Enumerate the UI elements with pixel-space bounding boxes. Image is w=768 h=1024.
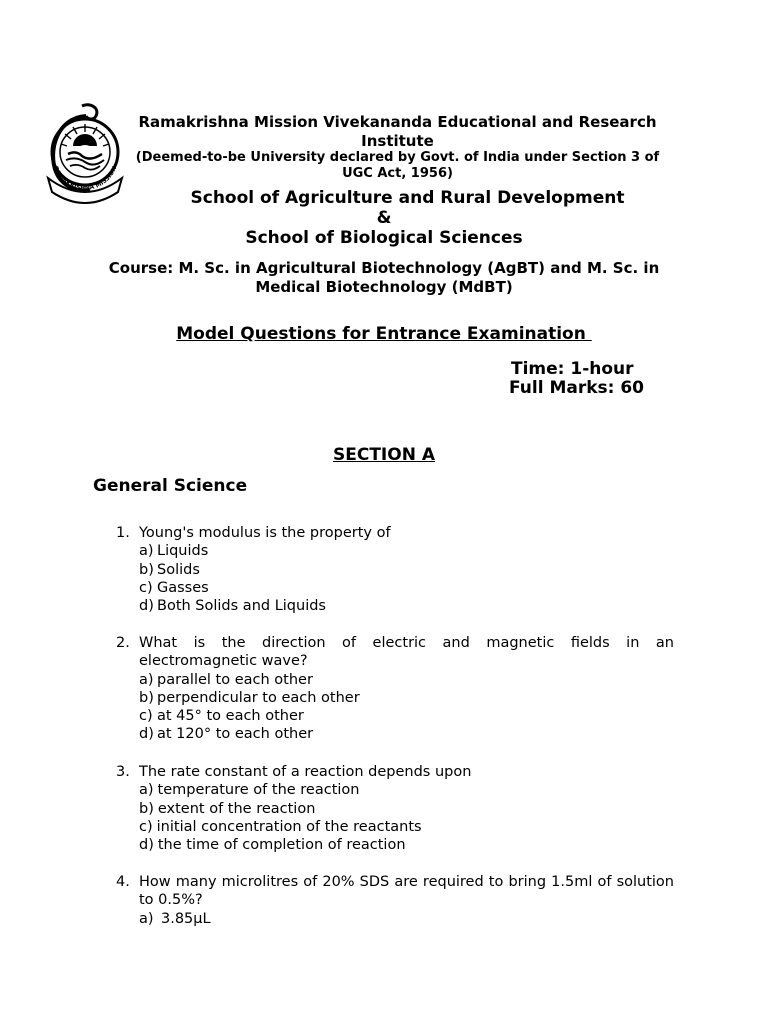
option-text: the time of completion of reaction <box>157 837 406 854</box>
school-ampersand: & <box>376 208 392 228</box>
section-heading <box>0 444 768 466</box>
option-label: a) <box>139 671 154 688</box>
option-a <box>139 910 674 928</box>
question-text: What is the direction of electric and magnetic fields in an electromagnetic wave? <box>139 635 674 670</box>
option-text: initial concentration of the reactants <box>156 818 422 835</box>
option-label: d) <box>139 837 154 854</box>
exam-full-marks: Full Marks: 60 <box>509 378 645 398</box>
option-label: c) <box>139 818 153 835</box>
option-a <box>139 781 674 799</box>
option-c <box>139 707 674 725</box>
question-number: 4. <box>116 874 130 890</box>
option-text: at 120° to each other <box>157 726 314 743</box>
option-b <box>139 561 674 579</box>
option-text: 3.85μL <box>161 910 211 927</box>
option-text: at 45° to each other <box>157 708 304 725</box>
option-label: b) <box>139 800 154 817</box>
question-2 <box>116 634 674 744</box>
question-number: 3. <box>116 764 130 780</box>
option-d <box>139 725 674 743</box>
option-text: Liquids <box>157 543 209 560</box>
option-label: b) <box>139 689 154 706</box>
option-text: Both Solids and Liquids <box>157 598 326 615</box>
option-text: temperature of the reaction <box>157 782 360 799</box>
exam-time: Time: 1-hour <box>511 359 634 379</box>
question-text: Young's modulus is the property of <box>139 525 391 541</box>
option-label: d) <box>139 726 154 743</box>
question-number: 2. <box>116 635 130 651</box>
question-4 <box>116 873 674 928</box>
logo-emblem-icon <box>46 102 124 204</box>
option-b <box>139 800 674 818</box>
option-label: a) <box>139 782 154 799</box>
question-text: How many microlitres of 20% SDS are required to bring 1.5ml of solution to 0.5%? <box>139 874 674 909</box>
option-a <box>139 671 674 689</box>
institute-name: Ramakrishna Mission Vivekananda Educational and Research Institute <box>138 113 657 150</box>
option-a <box>139 542 674 560</box>
question-number: 1. <box>116 525 130 541</box>
institute-logo <box>46 102 124 204</box>
subject-heading: General Science <box>93 476 248 496</box>
option-label: a) <box>139 543 154 560</box>
exam-title <box>100 323 668 345</box>
option-label: c) <box>139 579 153 596</box>
option-text: parallel to each other <box>157 671 313 688</box>
school-name-1: School of Agriculture and Rural Development <box>190 188 625 208</box>
option-c <box>139 818 674 836</box>
question-1 <box>116 524 674 615</box>
option-text: Solids <box>157 561 200 578</box>
option-text: extent of the reaction <box>157 800 316 817</box>
option-b <box>139 689 674 707</box>
option-c <box>139 579 674 597</box>
option-label: c) <box>139 708 153 725</box>
option-text: perpendicular to each other <box>157 689 360 706</box>
option-label: d) <box>139 598 154 615</box>
option-label: a) <box>139 910 154 927</box>
option-d <box>139 597 674 615</box>
school-name-2: School of Biological Sciences <box>245 228 523 248</box>
course-title: Course: M. Sc. in Agricultural Biotechnology (AgBT) and M. Sc. in Medical Biotechnology (MdBT) <box>108 259 660 296</box>
option-label: b) <box>139 561 154 578</box>
option-text: Gasses <box>157 579 209 596</box>
logo-text: RAMAKRISHNA MISSION <box>51 165 119 192</box>
question-text: The rate constant of a reaction depends upon <box>139 764 472 780</box>
option-d <box>139 836 674 854</box>
institute-status: (Deemed-to-be University declared by Govt. of India under Section 3 of UGC Act, 1956) <box>135 150 660 181</box>
exam-title-text: Model Questions for Entrance Examination <box>176 324 592 344</box>
question-3 <box>116 763 674 854</box>
section-title: SECTION A <box>332 445 435 465</box>
